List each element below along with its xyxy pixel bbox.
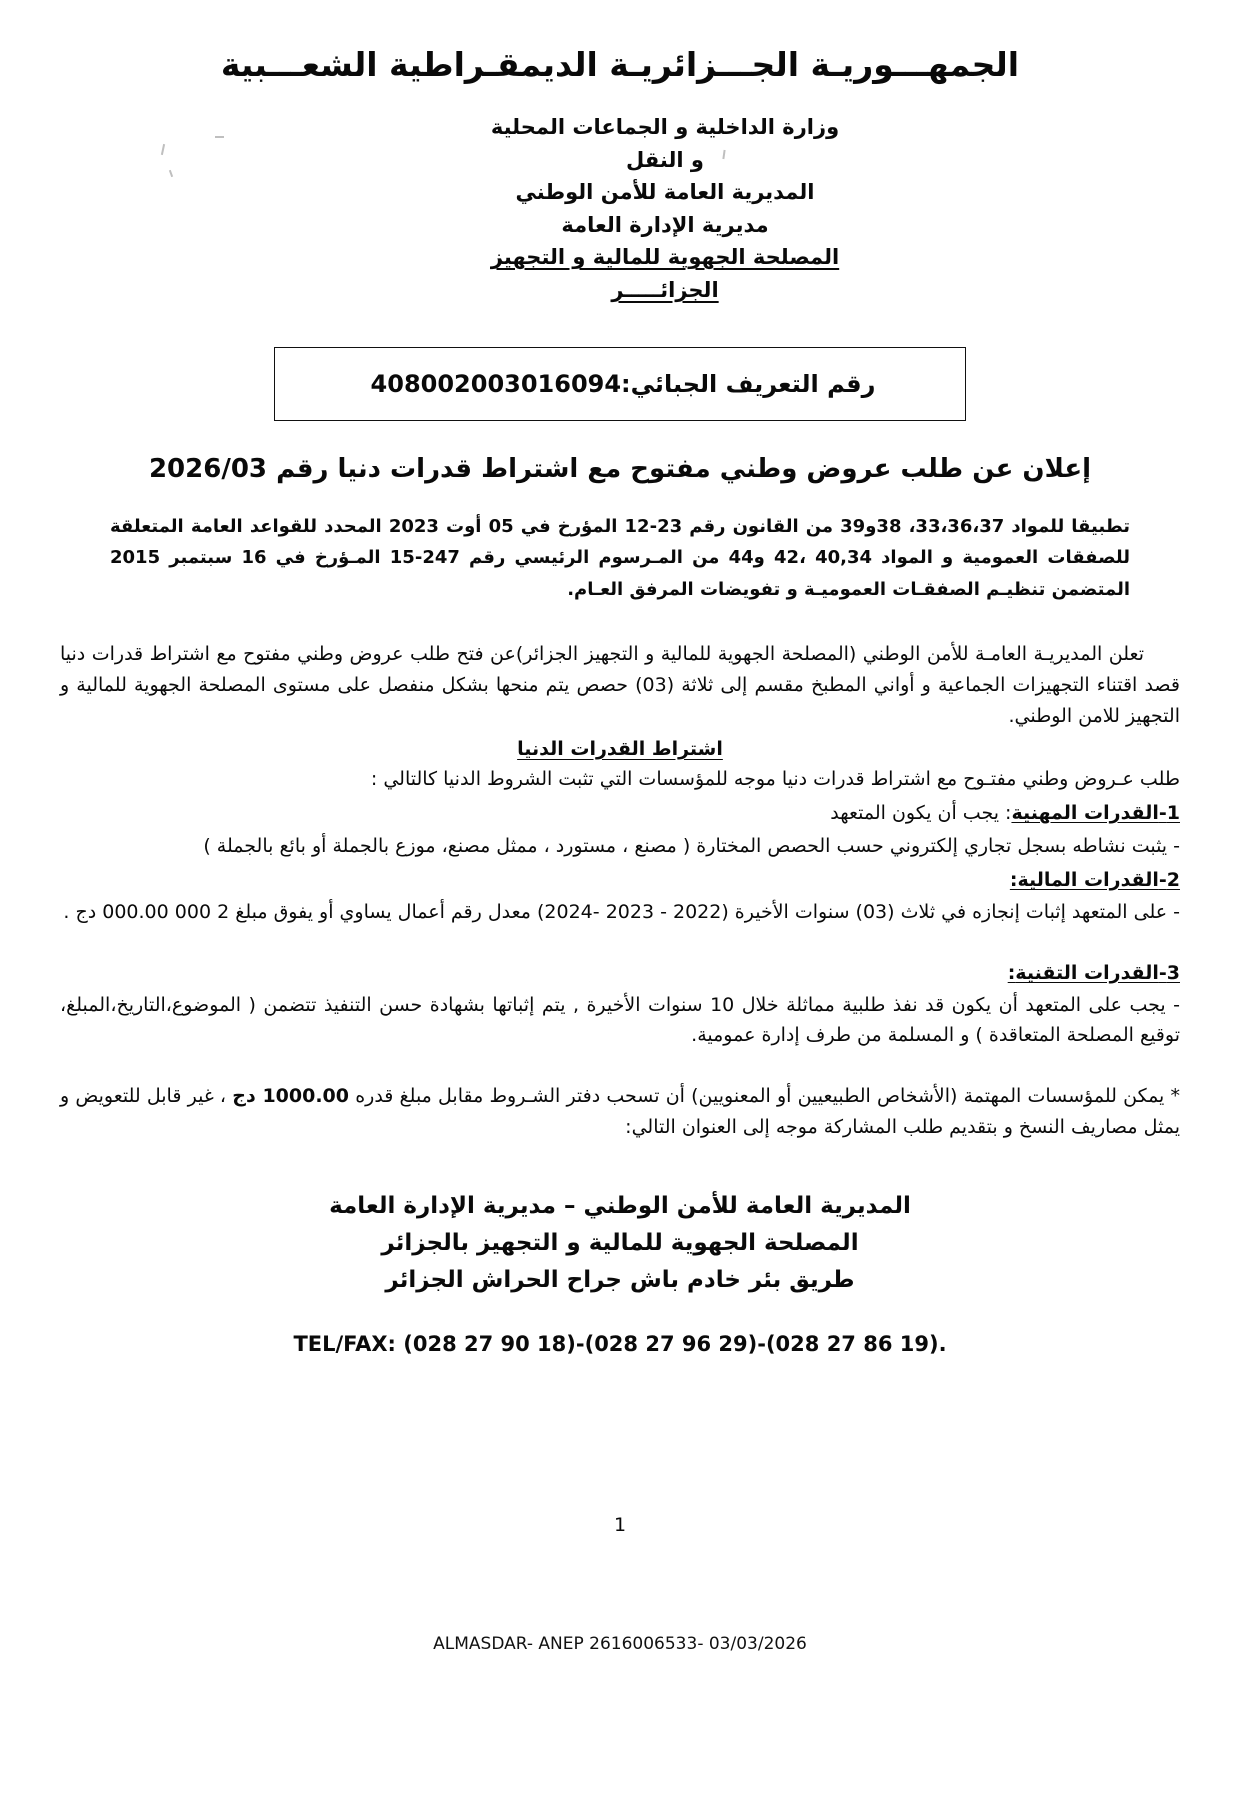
- announcement-title: إعلان عن طلب عروض وطني مفتوح مع اشتراط قدرات دنيا رقم 2026/03: [148, 453, 1092, 484]
- ministry-line-1: وزارة الداخلية و الجماعات المحلية: [490, 115, 840, 140]
- ministry-line-4: مديرية الإدارة العامة: [561, 212, 769, 237]
- capability-1-head-rest: : يجب أن يكون المتعهد: [830, 802, 1012, 825]
- legal-basis-paragraph: تطبيقا للمواد 33،36،37، 38و39 من القانون رقم 23-12 المؤرخ في 05 أوت 2023 المحدد للقواعد العامة المتعلقة للصفقات العمومية و المواد 40,34 ،42 و44 من المـرسوم الرئيسي رقم 247-15 المـؤرخ في 16 سبتمبر 2015 المتضمن تنظيـم الصفقـات العموميـة و تفويضات المرفق العـام.: [110, 515, 1130, 600]
- ministry-line-3: المديرية العامة للأمن الوطني: [515, 180, 815, 205]
- ministry-line-6: الجزائـــــر: [611, 277, 719, 302]
- capability-3-number: 3-: [1158, 961, 1180, 984]
- capability-1-label: القدرات المهنية: [1011, 802, 1159, 825]
- withdrawal-note-start: * يمكن للمؤسسات المهتمة (الأشخاص الطبيعيين أو المعنويين) أن تسحب دفتر الشـروط مقابل مبلغ قدره: [355, 1084, 1181, 1107]
- capability-3-body: - يجب على المتعهد أن يكون قد نفذ طلبية مماثلة خلال 10 سنوات الأخيرة , يتم إثباتها بشهادة حسن التنفيذ تتضمن ( الموضوع،التاريخ،المبلغ، توقيع المصلحة المتعاقدة ) و المسلمة من طرف إدارة عمومية.: [60, 994, 1180, 1047]
- ministry-header: [0, 111, 1240, 306]
- capability-3-heading: [60, 958, 1180, 988]
- capability-2-label: القدرات المالية: [1017, 868, 1159, 891]
- capability-1-heading: [60, 798, 1180, 828]
- ministry-line-2: و النقل: [626, 147, 704, 172]
- capability-1-body: - يثبت نشاطه بسجل تجاري إلكتروني حسب الحصص المختارة ( مصنع ، مستورد ، ممثل مصنع، موزع بالجملة أو بائع بالجملة ): [203, 834, 1180, 857]
- min-capacity-heading: اشتراط القدرات الدنيا: [517, 737, 723, 760]
- capability-2-body: - على المتعهد إثبات إنجازه في ثلاث (03) سنوات الأخيرة (2022 - 2023 -2024) معدل رقم أعمال يساوي أو يفوق مبلغ 2 000 000.00 دج .: [63, 901, 1180, 924]
- min-capacity-lead: طلب عـروض وطني مفتـوح مع اشتراط قدرات دنيا موجه للمؤسسات التي تثبت الشروط الدنيا كالتالي :: [370, 767, 1180, 790]
- capability-3-label: القدرات التقنية: [1015, 961, 1159, 984]
- withdrawal-note: [60, 1081, 1180, 1144]
- address-block: [0, 1188, 1240, 1298]
- withdrawal-amount: 1000.00 دج: [232, 1084, 349, 1107]
- capability-2-head-rest: :: [1009, 868, 1018, 891]
- telephone-line: TEL/FAX: (028 27 90 18)-(028 27 96 29)-(028 27 86 19).: [293, 1332, 947, 1357]
- withdrawal-note-end: ، غير قابل للتعويض و يمثل مصاريف النسخ و بتقديم طلب المشاركة موجه إلى العنوان التالي:: [60, 1084, 1180, 1139]
- republic-title: الجمهـــوريـة الجـــزائريـة الديمقـراطية الشعـــبية: [220, 45, 1020, 84]
- document-page: [0, 44, 1240, 1798]
- capability-3-head-rest: :: [1007, 961, 1016, 984]
- address-line-1: المديرية العامة للأمن الوطني – مديرية الإدارة العامة: [329, 1192, 911, 1219]
- address-line-3: طريق بئر خادم باش جراح الحراش الجزائر: [385, 1266, 855, 1293]
- address-line-2: المصلحة الجهوية للمالية و التجهيز بالجزائر: [381, 1229, 859, 1256]
- capability-2-heading: [60, 865, 1180, 895]
- capability-1-number: 1-: [1158, 802, 1180, 825]
- ministry-line-5: المصلحة الجهوية للمالية و التجهيز: [490, 245, 840, 270]
- nif-box-wrapper: [0, 347, 1240, 421]
- scan-speckle: [215, 136, 224, 138]
- nif-value: 408002003016094: [370, 369, 622, 398]
- page-number: 1: [613, 1514, 627, 1536]
- nif-box: [274, 347, 966, 421]
- anep-footer: ALMASDAR- ANEP 2616006533- 03/03/2026: [433, 1634, 807, 1654]
- capability-2-number: 2-: [1158, 868, 1180, 891]
- body-intro-paragraph: تعلن المديريـة العامـة للأمن الوطني (المصلحة الجهوية للمالية و التجهيز الجزائر)عن فتح طلب عروض وطني مفتوح مع اشتراط قدرات دنيا قصد اقتناء التجهيزات الجماعية و أواني المطبخ مقسم إلى ثلاثة (03) حصص يتم منحها بشكل منفصل على مستوى المصلحة الجهوية للمالية و التجهيز للامن الوطني.: [60, 643, 1180, 727]
- nif-label: رقم التعريف الجبائي:: [621, 369, 876, 398]
